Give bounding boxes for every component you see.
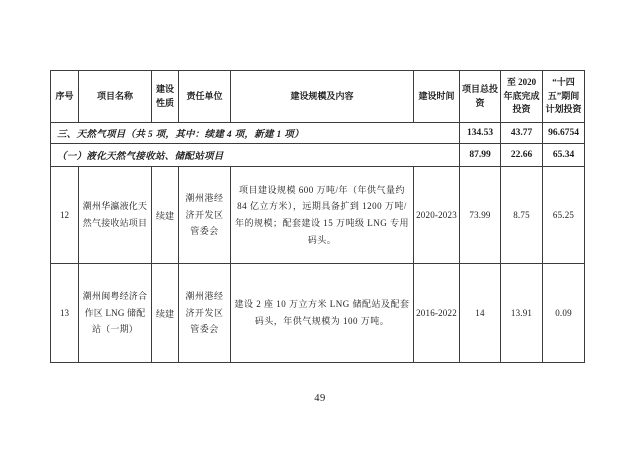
col-header-scale-content: 建设规模及内容 (231, 71, 414, 123)
cell-construction-nature: 续建 (152, 167, 179, 264)
cell-project-name: 潮州华瀛液化天然气接收站项目 (79, 167, 152, 264)
table-row-project-13 (51, 264, 585, 363)
cell-construction-nature: 续建 (152, 264, 179, 363)
gas-project-table (50, 70, 585, 363)
col-header-responsible-unit: 责任单位 (179, 71, 231, 123)
cell-total-investment: 14 (460, 264, 501, 363)
section-label: 三、天然气项目（共 5 项，其中：续建 4 项，新建 1 项） (51, 123, 460, 144)
col-header-completed-by-2020: 至 2020 年底完成投资 (501, 71, 543, 123)
cell-responsible-unit: 潮州港经济开发区管委会 (179, 167, 231, 264)
cell-project-name: 潮州闽粤经济合作区 LNG 储配站（一期） (79, 264, 152, 363)
subsection-row-lng-stations (51, 144, 585, 167)
cell-scale-content: 项目建设规模 600 万吨/年（年供气量约 84 亿立方米），远期具备扩到 1200 万吨/年的规模；配套建设 15 万吨级 LNG 专用码头。 (231, 167, 414, 264)
col-header-project-name: 项目名称 (79, 71, 152, 123)
section-row-natural-gas (51, 123, 585, 144)
subsection-14th-fyp-planned: 65.34 (543, 144, 585, 167)
col-header-14th-fyp-planned: “十四五”期间计划投资 (543, 71, 585, 123)
subsection-completed-by-2020: 22.66 (501, 144, 543, 167)
cell-14th-fyp-planned: 65.25 (543, 167, 585, 264)
cell-completed-by-2020: 8.75 (501, 167, 543, 264)
page-number: 49 (314, 393, 326, 404)
table-row-project-12 (51, 167, 585, 264)
subsection-total-investment: 87.99 (460, 144, 501, 167)
subsection-label: （一）液化天然气接收站、储配站项目 (51, 144, 460, 167)
cell-construction-time: 2016-2022 (414, 264, 460, 363)
cell-construction-time: 2020-2023 (414, 167, 460, 264)
cell-14th-fyp-planned: 0.09 (543, 264, 585, 363)
section-14th-fyp-planned: 96.6754 (543, 123, 585, 144)
col-header-construction-time: 建设时间 (414, 71, 460, 123)
cell-seq: 13 (51, 264, 79, 363)
cell-completed-by-2020: 13.91 (501, 264, 543, 363)
cell-scale-content: 建设 2 座 10 万立方米 LNG 储配站及配套码头，年供气规模为 100 万吨。 (231, 264, 414, 363)
cell-total-investment: 73.99 (460, 167, 501, 264)
table-header-row (51, 71, 585, 123)
col-header-construction-nature: 建设性质 (152, 71, 179, 123)
col-header-total-investment: 项目总投资 (460, 71, 501, 123)
section-total-investment: 134.53 (460, 123, 501, 144)
section-completed-by-2020: 43.77 (501, 123, 543, 144)
cell-responsible-unit: 潮州港经济开发区管委会 (179, 264, 231, 363)
col-header-seq: 序号 (51, 71, 79, 123)
cell-seq: 12 (51, 167, 79, 264)
